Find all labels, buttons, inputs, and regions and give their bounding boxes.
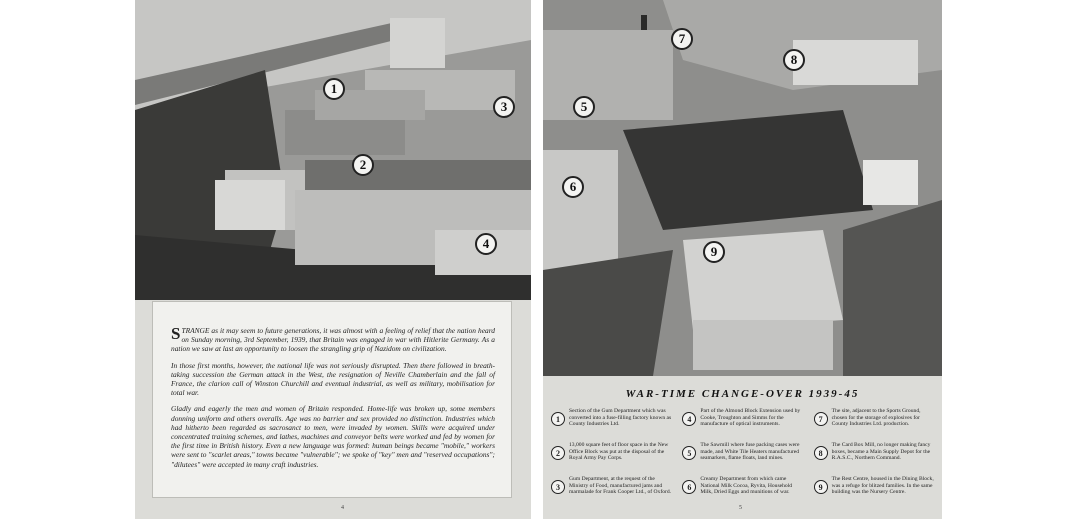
legend-item [682,476,805,506]
marker-5: 5 [573,96,595,118]
factory-aerial-photo-left [135,0,531,300]
legend-item [551,408,674,438]
factory-aerial-photo-right [543,0,942,376]
legend-number: 1 [551,412,565,426]
marker-7: 7 [671,28,693,50]
legend-number: 2 [551,446,565,460]
legend-item [814,442,937,472]
page-number-left: 4 [341,505,344,511]
legend-text: Section of the Gum Department which was converted into a fuse-filling factory known as County Industries Ltd. [569,408,672,428]
intro-text-box [153,302,511,497]
intro-paragraph-1: STRANGE as it may seem to future generations, it was almost with a feeling of relief that the nation heard on Sunday morning, 3rd September, 1939, that Britain was engaged in war with Hitlerite Germany. As a nation we saw at last an opportunity to loosen the strangling grip of Nazidom on civilization. [171,324,495,354]
left-page [135,0,531,519]
marker-1: 1 [323,78,345,100]
legend-number: 7 [814,412,828,426]
legend-item [551,442,674,472]
right-page [543,0,942,519]
legend-text: The site, adjacent to the Sports Ground, chosen for the storage of explosives for County Industries Ltd. production. [831,408,921,428]
legend-number: 3 [551,480,565,494]
intro-paragraph-3: Gladly and eagerly the men and women of Britain responded. Home-life was broken up, some members donning uniform and others overalls. Age was no barrier and sex provided no distinction. Industries which had hitherto been regarded as sacrosanct to men, were invaded by women. Skills were acquired under concentrated training schemes, and lathes, machines and conveyor belts were worked and fed by women for the first time in British history. Even a new language was formed: human beings became "mobile," workers were sent to "scarlet areas," towns became "vulnerable"; we spoke of "key" men and "reserved occupations"; "dilutees" were accepted in many craft industries. [171,404,495,469]
marker-6: 6 [562,176,584,198]
legend-text: The Card Box Mill, no longer making fancy boxes, became a Main Supply Depot for the R.A.S.C., Northern Command. [831,442,931,462]
legend-text: The Sawmill where fuse packing cases were made, and White Tile Heaters manufactured seamarkers, flame floats, land mines. [700,442,800,462]
legend-item [814,476,937,506]
legend-text: The Rest Centre, housed in the Dining Block, was a refuge for blitzed families. In the same building was the Nursery Centre. [831,476,934,496]
legend-grid [551,408,937,506]
legend-number: 5 [682,446,696,460]
legend-item [551,476,674,506]
legend-text: Creamy Department from which came National Milk Cocoa, Ryvita, Household Milk, Dried Eggs and munitions of war. [700,476,793,496]
intro-paragraph-2: In those first months, however, the national life was not seriously disrupted. Then there followed in breath-taking succession the German attack in the West, the resignation of Neville Chamberlain and the fall of France, the clarion call of Winston Churchill and eventual industrial, as well as military, mobilisation for total war. [171,360,495,398]
legend-number: 6 [682,480,696,494]
legend-item [682,442,805,472]
legend-number: 9 [814,480,828,494]
legend-item [682,408,805,438]
legend-item [814,408,937,438]
legend-text: 13,000 square feet of floor space in the New Office Block was put at the disposal of the Royal Army Pay Corps. [569,442,669,462]
marker-9: 9 [703,241,725,263]
marker-3: 3 [493,96,515,118]
legend-number: 4 [682,412,696,426]
marker-2: 2 [352,154,374,176]
page-number-right: 5 [739,505,742,511]
legend-number: 8 [814,446,828,460]
marker-8: 8 [783,49,805,71]
legend-text: Part of the Almond Block Extension used by Cooke, Troughton and Simms for the manufacture of optical instruments. [700,408,801,428]
marker-4: 4 [475,233,497,255]
legend-text: Gum Department, at the request of the Ministry of Food, manufactured jams and marmalade for Frank Cooper Ltd., of Oxford. [569,476,672,496]
legend-heading: WAR-TIME CHANGE-OVER 1939-45 [625,388,860,400]
